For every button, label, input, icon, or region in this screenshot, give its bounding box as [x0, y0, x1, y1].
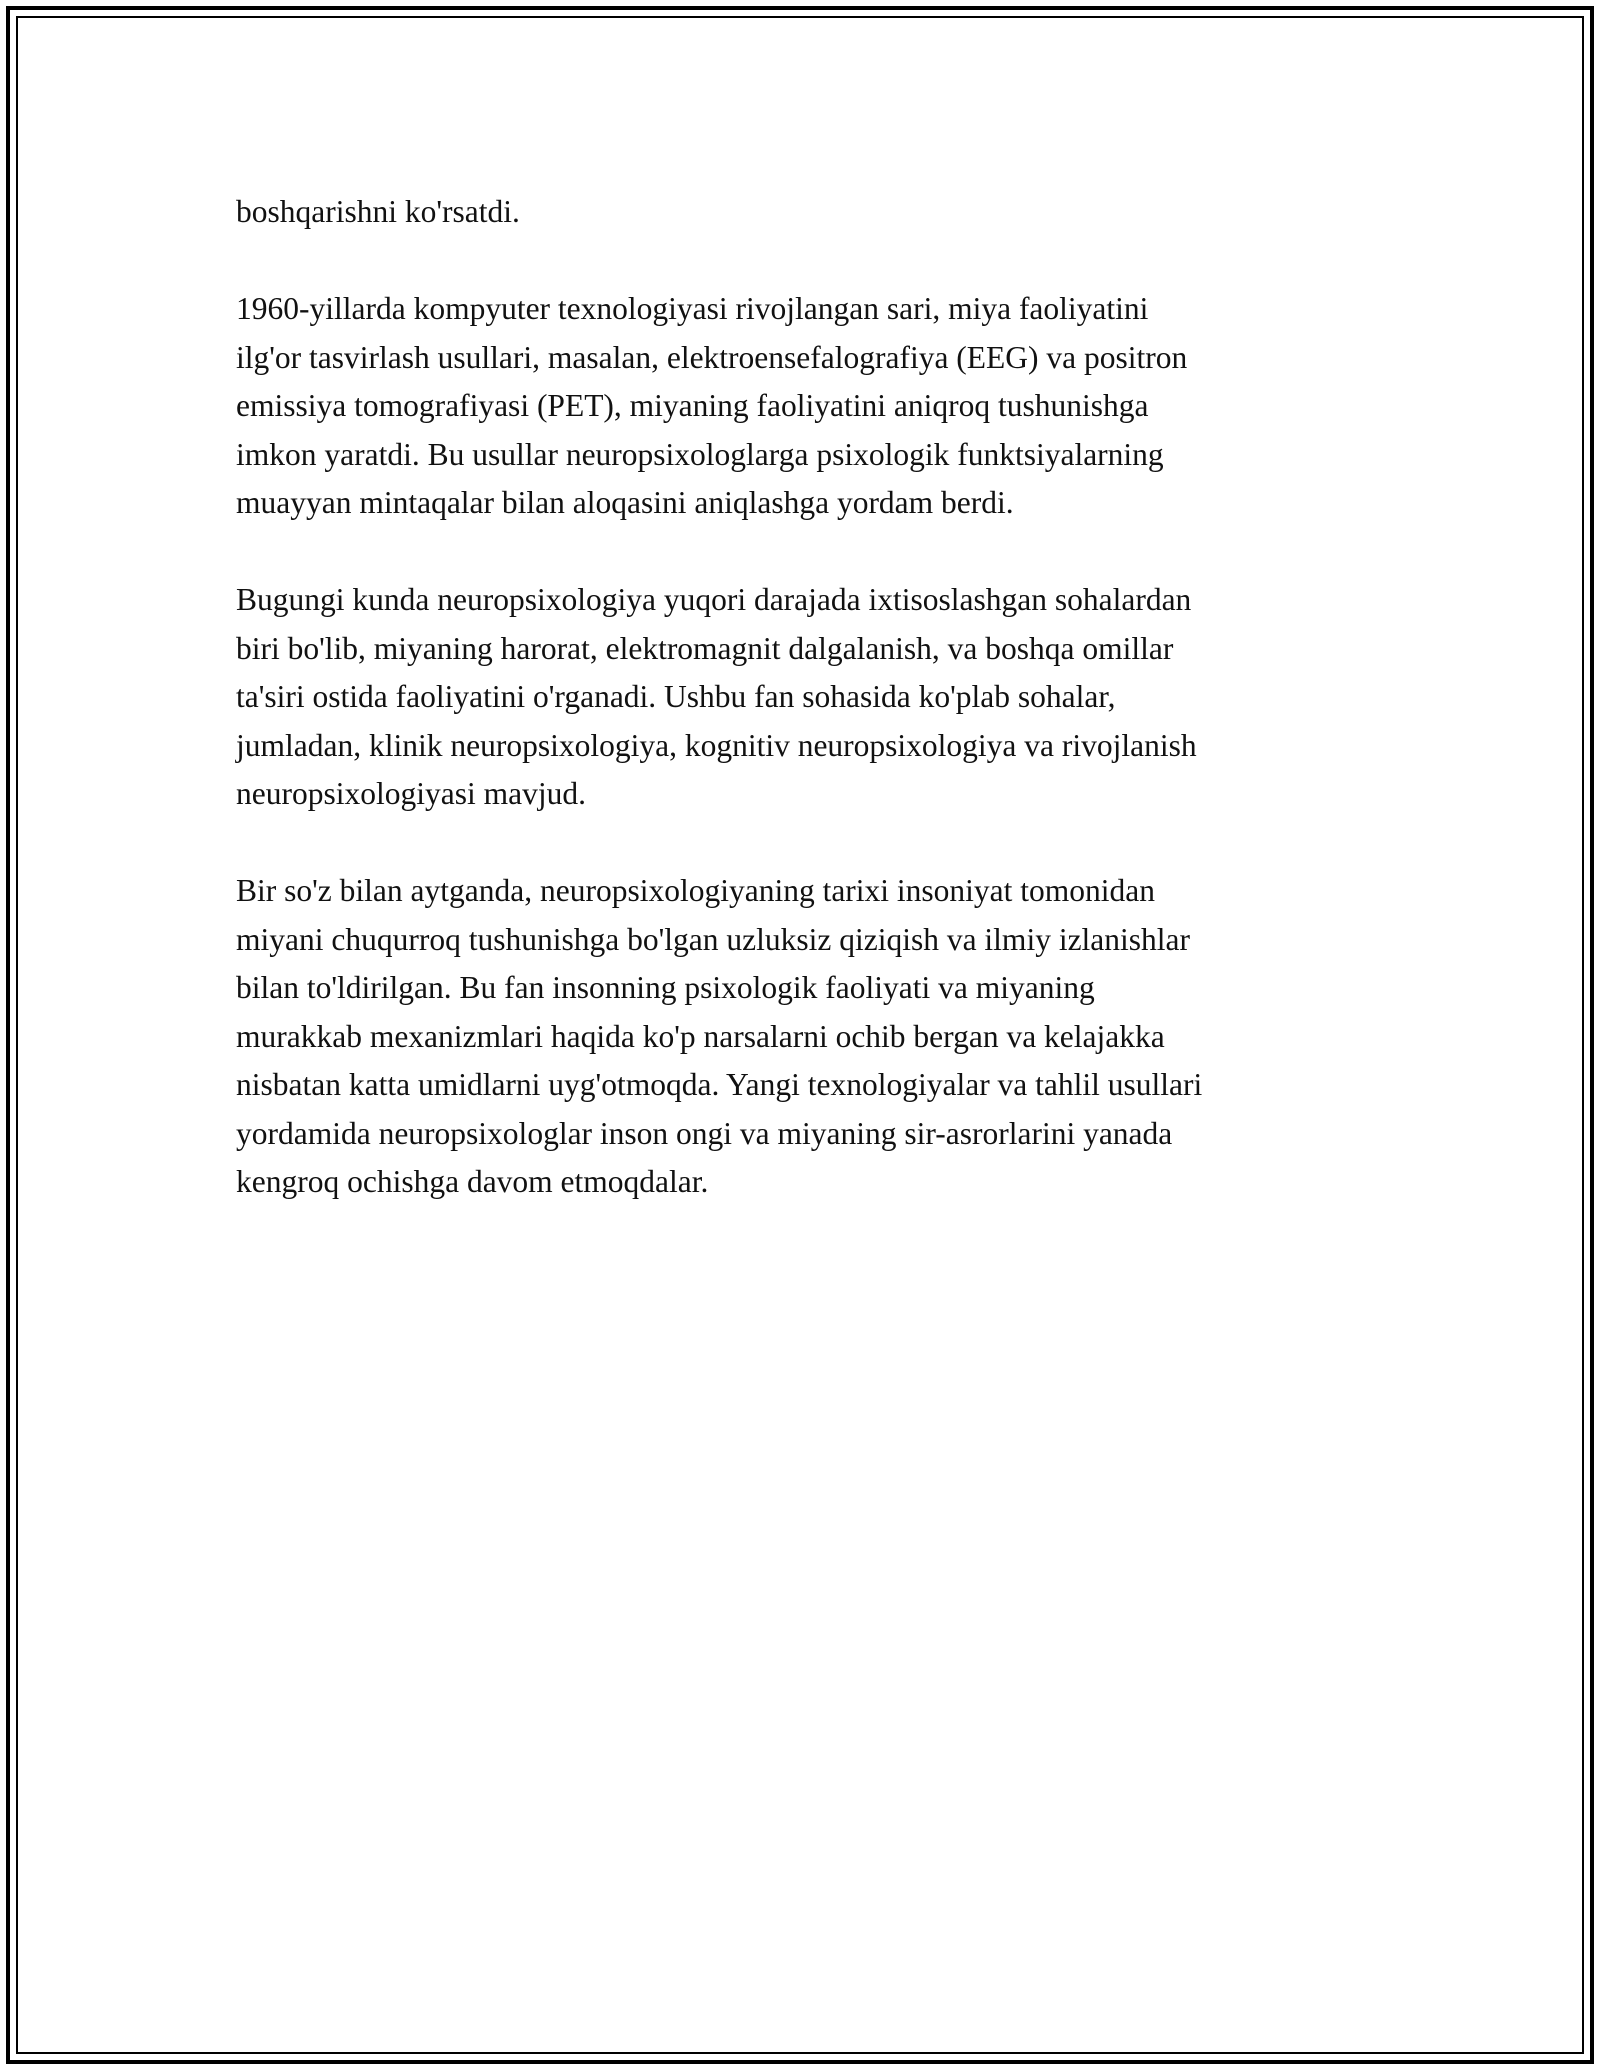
- paragraph-specialized-fields: Bugungi kunda neuropsixologiya yuqori darajada ixtisoslashgan sohalardan biri bo'lib, miyaning harorat, elektromagnit dalgalanish, va boshqa omillar ta'siri ostida faoliyatini o'rganadi. Ushbu fan sohasida ko'plab sohalar, jumladan, klinik neuropsixologiya, kognitiv neuropsixologiya va rivojlanish neuropsixologiyasi mavjud.: [236, 582, 1197, 811]
- paragraph-conclusion: Bir so'z bilan aytganda, neuropsixologiyaning tarixi insoniyat tomonidan miyani chuqurroq tushunishga bo'lgan uzluksiz qiziqish va ilmiy izlanishlar bilan to'ldirilgan. Bu fan insonning psixologik faoliyati va miyaning murakkab mexanizmlari haqida ko'p narsalarni ochib bergan va kelajakka nisbatan katta umidlarni uyg'otmoqda. Yangi texnologiyalar va tahlil usullari yordamida neuropsixologlar inson ongi va miyaning sir-asrorlarini yanada kengroq ochishga davom etmoqdalar.: [236, 873, 1203, 1199]
- document-body: [236, 188, 1376, 1255]
- paragraph-continuation: boshqarishni ko'rsatdi.: [236, 194, 520, 229]
- paragraph-imaging-methods: 1960-yillarda kompyuter texnologiyasi rivojlangan sari, miya faoliyatini ilg'or tasvirlash usullari, masalan, elektroensefalografiya (EEG) va positron emissiya tomografiyasi (PET), miyaning faoliyatini aniqroq tushunishga imkon yaratdi. Bu usullar neuropsixologlarga psixologik funktsiyalarning muayyan mintaqalar bilan aloqasini aniqlashga yordam berdi.: [236, 291, 1188, 520]
